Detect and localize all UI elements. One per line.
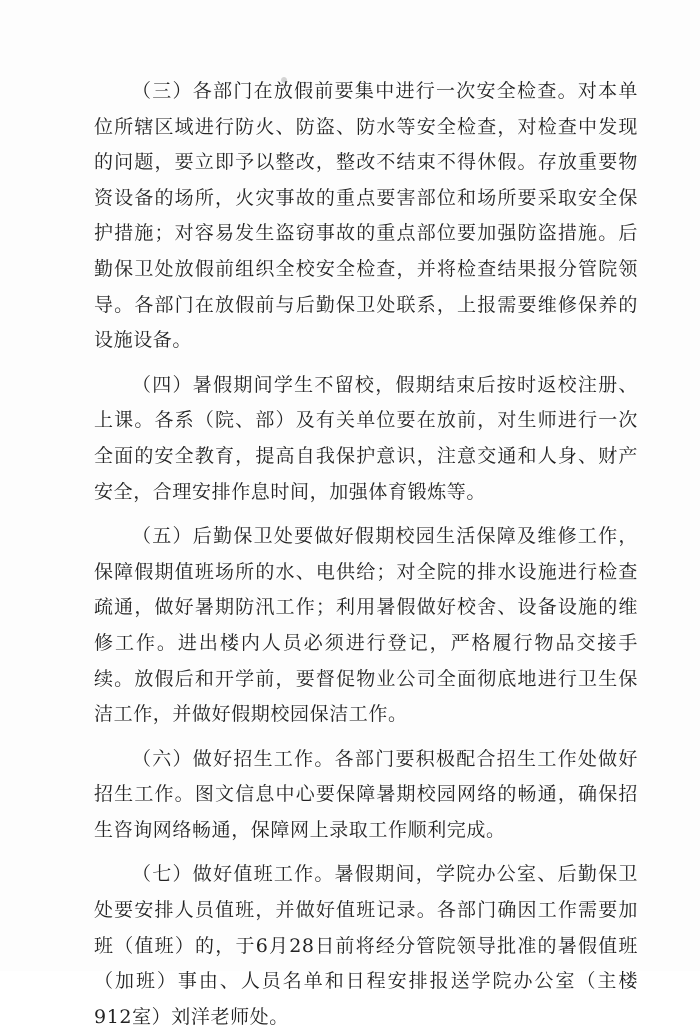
- paragraph-section-5: （五）后勤保卫处要做好假期校园生活保障及维修工作，保障假期值班场所的水、电供给；对全院的排水设施进行检查疏通，做好暑期防汛工作；利用暑假做好校舍、设备设施的维修工作。进出楼内人员必须进行登记，严格履行物品交接手续。放假后和开学前，要督促物业公司全面彻底地进行卫生保洁工作，并做好假期校园保洁工作。: [94, 525, 638, 726]
- paragraph-section-3: （三）各部门在放假前要集中进行一次安全检查。对本单位所辖区域进行防火、防盗、防水等安全检查，对检查中发现的问题，要立即予以整改，整改不结束不得休假。存放重要物资设备的场所，火灾事故的重点要害部位和场所要采取安全保护措施；对容易发生盗窃事故的重点部位要加强防盗措施。后勤保卫处放假前组织全校安全检查，并将检查结果报分管院领导。各部门在放假前与后勤保卫处联系，上报需要维修保养的设施设备。: [94, 80, 638, 352]
- document-body: [94, 74, 638, 1035]
- paragraph-section-6: （六）做好招生工作。各部门要积极配合招生工作处做好招生工作。图文信息中心要保障暑期校园网络的畅通，确保招生咨询网络畅通，保障网上录取工作顺利完成。: [94, 747, 638, 841]
- paragraph-section-4: （四）暑假期间学生不留校，假期结束后按时返校注册、上课。各系（院、部）及有关单位要在放前，对生师进行一次全面的安全教育，提高自我保护意识，注意交通和人身、财产安全，合理安排作息时间，加强体育锻炼等。: [94, 373, 638, 503]
- paragraph-section-7: （七）做好值班工作。暑假期间，学院办公室、后勤保卫处要安排人员值班，并做好值班记录。各部门确因工作需要加班（值班）的，于6月28日前将经分管院领导批准的暑假值班（加班）事由、人员名单和日程安排报送学院办公室（主楼912室）刘洋老师处。: [94, 863, 638, 1028]
